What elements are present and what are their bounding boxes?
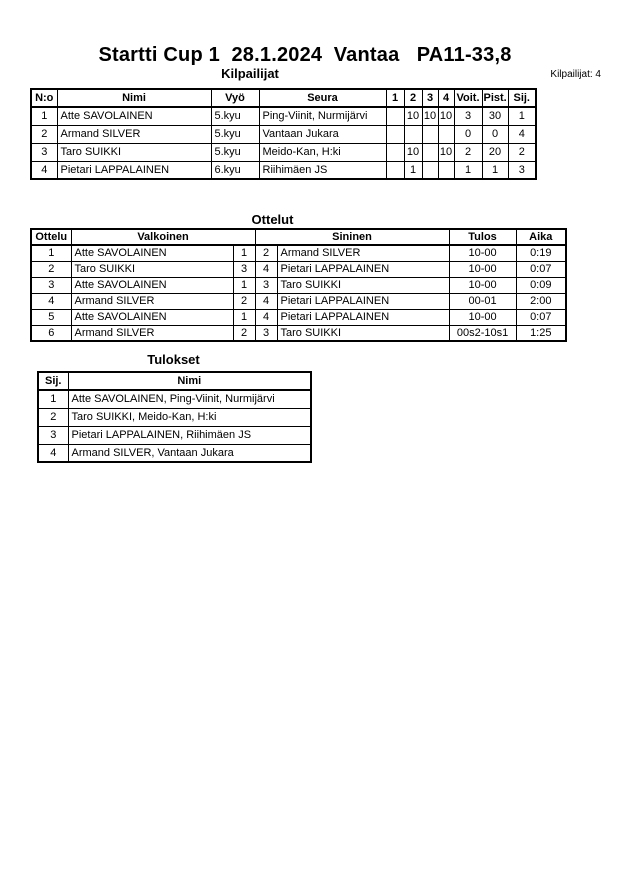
ottelut-table [30, 228, 567, 342]
cell-voit: 1 [454, 161, 482, 179]
ottelut-row [31, 277, 566, 293]
cell-nimi: Atte SAVOLAINEN [57, 107, 211, 125]
cell-sij: 2 [508, 143, 536, 161]
cell-tulos: 10-00 [449, 277, 516, 293]
cell-sij: 3 [508, 161, 536, 179]
cell-no: 4 [31, 161, 57, 179]
cell-aika: 2:00 [516, 293, 566, 309]
header-score-1: 1 [386, 89, 404, 107]
cell-match-no: 3 [31, 277, 71, 293]
cell-blue-no: 3 [255, 277, 277, 293]
cell-white-no: 2 [233, 325, 255, 341]
cell-blue-no: 4 [255, 309, 277, 325]
header-score-4: 4 [438, 89, 454, 107]
cell-nimi: Armand SILVER [57, 125, 211, 143]
tulokset-row [38, 408, 311, 426]
cell-white-name: Atte SAVOLAINEN [71, 277, 233, 293]
cell-voit: 3 [454, 107, 482, 125]
cell-white-no: 2 [233, 293, 255, 309]
cell-no: 1 [31, 107, 57, 125]
cell-seura: Vantaan Jukara [259, 125, 386, 143]
cell-blue-no: 4 [255, 293, 277, 309]
cell-score-1 [386, 107, 404, 125]
cell-aika: 0:07 [516, 261, 566, 277]
kilpailijat-row [31, 107, 536, 125]
kilpailijat-row [31, 125, 536, 143]
ottelut-row [31, 293, 566, 309]
section-heading-tulokset: Tulokset [147, 352, 200, 367]
header-sininen: Sininen [255, 229, 449, 245]
header-vyo: Vyö [211, 89, 259, 107]
header-nimi: Nimi [57, 89, 211, 107]
cell-blue-name: Pietari LAPPALAINEN [277, 293, 449, 309]
header-valkoinen: Valkoinen [71, 229, 255, 245]
cell-tulos: 10-00 [449, 309, 516, 325]
cell-aika: 0:19 [516, 245, 566, 261]
cell-white-name: Armand SILVER [71, 325, 233, 341]
tulokset-header-row [38, 372, 311, 390]
cell-tulos: 10-00 [449, 245, 516, 261]
cell-score-4 [438, 161, 454, 179]
cell-tulos: 10-00 [449, 261, 516, 277]
cell-match-no: 6 [31, 325, 71, 341]
cell-nimi: Atte SAVOLAINEN, Ping-Viinit, Nurmijärvi [68, 390, 311, 408]
cell-white-name: Atte SAVOLAINEN [71, 245, 233, 261]
cell-white-no: 1 [233, 245, 255, 261]
cell-seura: Meido-Kan, H:ki [259, 143, 386, 161]
cell-score-1 [386, 143, 404, 161]
cell-nimi: Pietari LAPPALAINEN, Riihimäen JS [68, 426, 311, 444]
cell-score-3: 10 [422, 107, 438, 125]
cell-sij: 4 [38, 444, 68, 462]
cell-tulos: 00s2-10s1 [449, 325, 516, 341]
cell-no: 2 [31, 125, 57, 143]
cell-blue-name: Pietari LAPPALAINEN [277, 309, 449, 325]
cell-white-name: Armand SILVER [71, 293, 233, 309]
cell-vyo: 5.kyu [211, 125, 259, 143]
cell-seura: Ping-Viinit, Nurmijärvi [259, 107, 386, 125]
cell-no: 3 [31, 143, 57, 161]
header-score-2: 2 [404, 89, 422, 107]
cell-match-no: 2 [31, 261, 71, 277]
cell-sij: 4 [508, 125, 536, 143]
cell-score-3 [422, 125, 438, 143]
cell-white-no: 1 [233, 277, 255, 293]
cell-score-4: 10 [438, 143, 454, 161]
kilpailijat-row [31, 143, 536, 161]
ottelut-row [31, 309, 566, 325]
cell-score-2: 10 [404, 143, 422, 161]
header-tulos: Tulos [449, 229, 516, 245]
tulokset-row [38, 426, 311, 444]
header-aika: Aika [516, 229, 566, 245]
cell-score-2: 1 [404, 161, 422, 179]
cell-score-2 [404, 125, 422, 143]
tulokset-row [38, 444, 311, 462]
cell-blue-no: 3 [255, 325, 277, 341]
cell-white-name: Atte SAVOLAINEN [71, 309, 233, 325]
kilpailijat-row [31, 161, 536, 179]
cell-nimi: Taro SUIKKI, Meido-Kan, H:ki [68, 408, 311, 426]
cell-vyo: 5.kyu [211, 107, 259, 125]
cell-voit: 2 [454, 143, 482, 161]
cell-aika: 1:25 [516, 325, 566, 341]
cell-sij: 3 [38, 426, 68, 444]
header-sij: Sij. [508, 89, 536, 107]
ottelut-row [31, 325, 566, 341]
cell-score-1 [386, 125, 404, 143]
cell-sij: 1 [38, 390, 68, 408]
cell-white-no: 3 [233, 261, 255, 277]
ottelut-header-row [31, 229, 566, 245]
cell-score-4 [438, 125, 454, 143]
cell-white-name: Taro SUIKKI [71, 261, 233, 277]
cell-pist: 30 [482, 107, 508, 125]
cell-nimi: Taro SUIKKI [57, 143, 211, 161]
section-heading-ottelut: Ottelut [251, 212, 294, 227]
header-seura: Seura [259, 89, 386, 107]
cell-match-no: 4 [31, 293, 71, 309]
cell-nimi: Armand SILVER, Vantaan Jukara [68, 444, 311, 462]
cell-pist: 0 [482, 125, 508, 143]
cell-blue-name: Taro SUIKKI [277, 325, 449, 341]
cell-sij: 1 [508, 107, 536, 125]
cell-tulos: 00-01 [449, 293, 516, 309]
cell-blue-name: Armand SILVER [277, 245, 449, 261]
cell-blue-no: 4 [255, 261, 277, 277]
cell-seura: Riihimäen JS [259, 161, 386, 179]
cell-score-2: 10 [404, 107, 422, 125]
header-pist: Pist. [482, 89, 508, 107]
page-title: Startti Cup 1 28.1.2024 Vantaa PA11-33,8 [98, 44, 512, 66]
cell-pist: 1 [482, 161, 508, 179]
cell-score-3 [422, 161, 438, 179]
kilpailijat-header-row [31, 89, 536, 107]
cell-sij: 2 [38, 408, 68, 426]
tulokset-row [38, 390, 311, 408]
header-voit: Voit. [454, 89, 482, 107]
cell-score-1 [386, 161, 404, 179]
cell-blue-name: Pietari LAPPALAINEN [277, 261, 449, 277]
header-nimi: Nimi [68, 372, 311, 390]
cell-voit: 0 [454, 125, 482, 143]
cell-pist: 20 [482, 143, 508, 161]
cell-white-no: 1 [233, 309, 255, 325]
cell-nimi: Pietari LAPPALAINEN [57, 161, 211, 179]
cell-match-no: 1 [31, 245, 71, 261]
cell-match-no: 5 [31, 309, 71, 325]
header-sij: Sij. [38, 372, 68, 390]
header-ottelu: Ottelu [31, 229, 71, 245]
cell-aika: 0:07 [516, 309, 566, 325]
cell-aika: 0:09 [516, 277, 566, 293]
tulokset-table [37, 371, 312, 463]
cell-blue-name: Taro SUIKKI [277, 277, 449, 293]
cell-blue-no: 2 [255, 245, 277, 261]
kilpailijat-table [30, 88, 537, 180]
competitors-count: Kilpailijat: 4 [550, 69, 601, 80]
cell-vyo: 6.kyu [211, 161, 259, 179]
cell-score-4: 10 [438, 107, 454, 125]
section-heading-kilpailijat: Kilpailijat [221, 66, 279, 81]
header-no: N:o [31, 89, 57, 107]
cell-vyo: 5.kyu [211, 143, 259, 161]
ottelut-row [31, 261, 566, 277]
header-score-3: 3 [422, 89, 438, 107]
ottelut-row [31, 245, 566, 261]
cell-score-3 [422, 143, 438, 161]
